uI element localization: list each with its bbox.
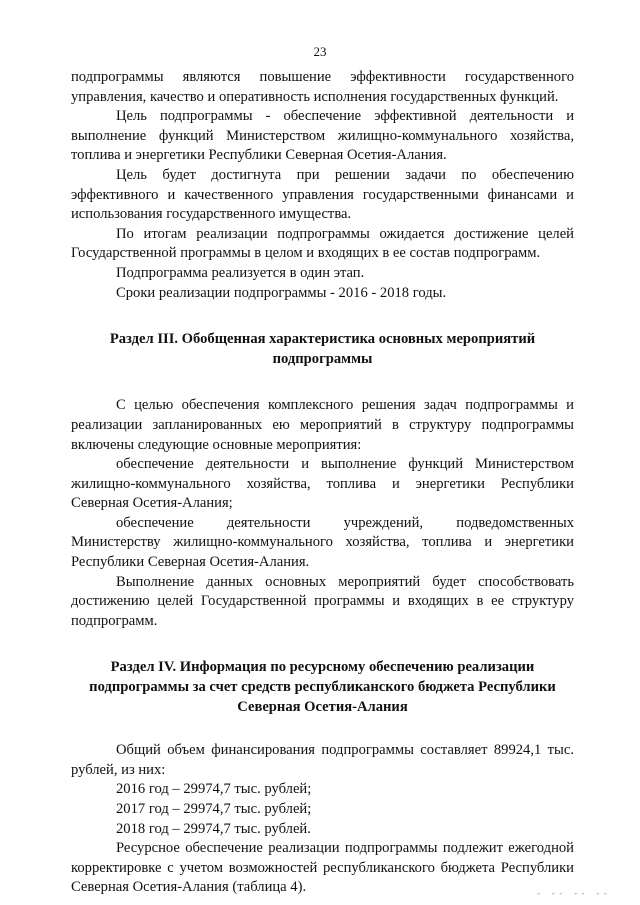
section-4-heading: [71, 658, 574, 717]
document-body: [71, 68, 574, 898]
paragraph-measures-intro: С целью обеспечения комплексного решения задач подпрограммы и реализации запланированных ею мероприятий в структуру подпрограммы включены следующие основные мероприятия:: [71, 397, 574, 453]
section-3-heading-line-1: Раздел III. Обобщенная характеристика основных мероприятий: [109, 331, 536, 348]
paragraph-measure-1: обеспечение деятельности и выполнение функций Министерством жилищно-коммунального хозяйства, топлива и энергетики Республики Северная Осетия-Алания;: [71, 456, 574, 512]
paragraph-terms: Сроки реализации подпрограммы - 2016 - 2018 годы.: [116, 284, 447, 301]
paragraph-funding-2016: 2016 год – 29974,7 тыс. рублей;: [116, 781, 312, 798]
paragraph-goal: Цель подпрограммы - обеспечение эффективной деятельности и выполнение функций Министерством жилищно-коммунального хозяйства, топлива и энергетики Республики Северная Осетия-Алания.: [71, 108, 574, 164]
paragraph-results: По итогам реализации подпрограммы ожидается достижение целей Государственной программы в целом и входящих в ее состав подпрограмм.: [71, 225, 574, 262]
paragraph-measures-outcome: Выполнение данных основных мероприятий будет способствовать достижению целей Государственной программы и входящих в ее структуру подпрограмм.: [71, 573, 574, 629]
paragraph-measure-2: обеспечение деятельности учреждений, подведомственных Министерству жилищно-коммунального хозяйства, топлива и энергетики Республики Северная Осетия-Алания.: [71, 514, 574, 571]
section-3-heading-line-2: подпрограммы: [272, 350, 373, 367]
section-4-heading-line-3: Северная Осетия-Алания: [237, 698, 408, 715]
paragraph-funding-adjustment: Ресурсное обеспечение реализации подпрограммы подлежит ежегодной корректировке с учетом возможностей республиканского бюджета Республики Северная Осетия-Алания (таблица 4).: [71, 840, 574, 896]
paragraph-stage: Подпрограмма реализуется в один этап.: [116, 264, 365, 281]
paragraph-continuation: подпрограммы являются повышение эффективности государственного управления, качество и оперативность исполнения государственных функций.: [71, 69, 574, 105]
paragraph-funding-2018: 2018 год – 29974,7 тыс. рублей.: [116, 820, 311, 837]
paragraph-task: Цель будет достигнута при решении задачи по обеспечению эффективного и качественного управления государственными финансами и использования государственного имущества.: [71, 166, 574, 223]
section-4-heading-line-2: подпрограммы за счет средств республиканского бюджета Республики: [89, 679, 556, 696]
paragraph-funding-total: Общий объем финансирования подпрограммы составляет 89924,1 тыс. рублей, из них:: [71, 742, 574, 778]
paragraph-funding-2017: 2017 год – 29974,7 тыс. рублей;: [116, 801, 312, 817]
scan-artifact-marks: - -- -- --: [535, 889, 610, 899]
page-number: 23: [313, 44, 327, 59]
section-4-heading-line-1: Раздел IV. Информация по ресурсному обеспечению реализации: [110, 659, 535, 676]
section-3-heading: [71, 330, 574, 369]
